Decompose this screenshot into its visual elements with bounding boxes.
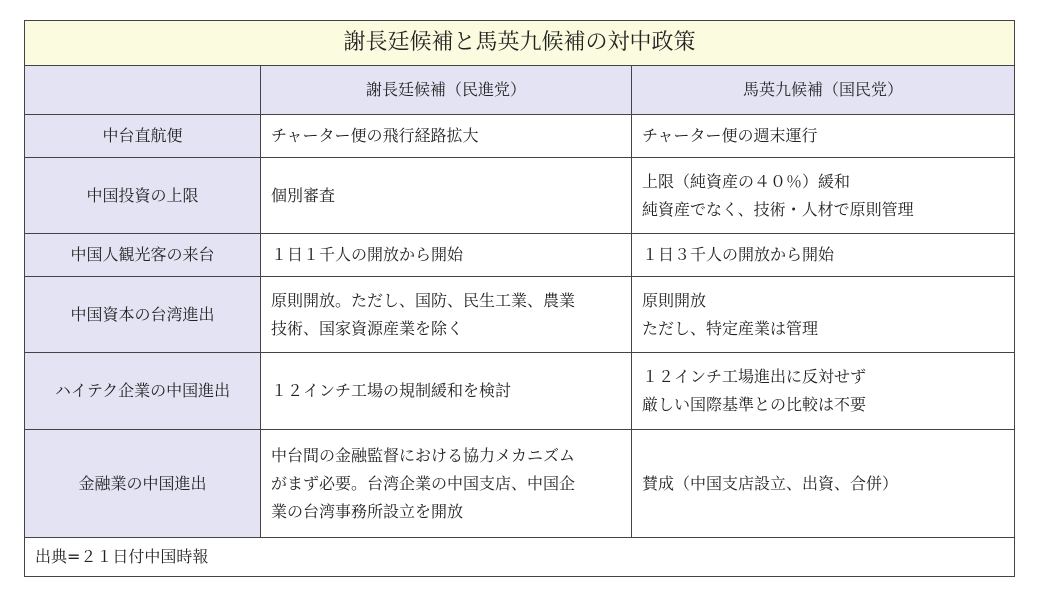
cell-line: 賛成（中国支店設立、出資、合併）	[642, 473, 899, 493]
hsieh-policy-cell	[261, 430, 632, 538]
hsieh-policy-cell	[261, 234, 632, 277]
cell-line: １２インチ工場の規制緩和を検討	[271, 381, 512, 400]
row-label: 中国人観光客の来台	[25, 234, 261, 277]
source-row	[25, 538, 1015, 577]
header-ma: 馬英九候補（国民党）	[632, 66, 1015, 115]
table-title: 謝長廷候補と馬英九候補の対中政策	[25, 21, 1015, 66]
header-hsieh: 謝長廷候補（民進党）	[261, 66, 632, 115]
cell-line: １日１千人の開放から開始	[271, 245, 464, 264]
ma-policy-cell	[632, 115, 1015, 158]
cell-line: 原則開放。ただし、国防、民生工業、農業	[271, 290, 576, 310]
table-row	[25, 430, 1015, 538]
source-note: 出典=２１日付中国時報	[25, 538, 1015, 577]
hsieh-policy-cell	[261, 158, 632, 234]
table-row	[25, 277, 1015, 353]
cell-line: 業の台湾事務所設立を開放	[271, 501, 464, 521]
cell-line: 個別審査	[271, 185, 336, 205]
cell-line: １日３千人の開放から開始	[642, 245, 835, 264]
ma-policy-cell	[632, 277, 1015, 353]
ma-policy-cell	[632, 234, 1015, 277]
table-row	[25, 115, 1015, 158]
cell-line: １２インチ工場進出に反対せず	[642, 367, 867, 386]
ma-policy-cell	[632, 158, 1015, 234]
table-row	[25, 234, 1015, 277]
row-label: 中国投資の上限	[25, 158, 261, 234]
table-row	[25, 158, 1015, 234]
cell-line: 原則開放	[642, 290, 707, 310]
cell-line: チャーター便の週末運行	[642, 126, 818, 145]
row-label: 中台直航便	[25, 115, 261, 158]
cell-line: 上限（純資産の４０％）緩和	[642, 171, 851, 191]
ma-policy-cell	[632, 430, 1015, 538]
row-label: ハイテク企業の中国進出	[25, 353, 261, 430]
header-row	[25, 66, 1015, 115]
hsieh-policy-cell	[261, 277, 632, 353]
title-row	[25, 21, 1015, 66]
ma-policy-cell	[632, 353, 1015, 430]
row-label: 金融業の中国進出	[25, 430, 261, 538]
cell-line: 中台間の金融監督における協力メカニズム	[271, 445, 576, 465]
cell-line: 技術、国家資源産業を除く	[271, 318, 464, 338]
cell-line: がまず必要。台湾企業の中国支店、中国企	[271, 473, 576, 493]
cell-line: 厳しい国際基準との比較は不要	[642, 395, 867, 414]
policy-table-container	[24, 20, 1014, 577]
cell-line: ただし、特定産業は管理	[642, 318, 819, 338]
policy-comparison-table	[24, 20, 1015, 577]
cell-line: 純資産でなく、技術・人材で原則管理	[642, 199, 914, 219]
hsieh-policy-cell	[261, 115, 632, 158]
table-row	[25, 353, 1015, 430]
header-blank-cell	[25, 66, 261, 115]
row-label: 中国資本の台湾進出	[25, 277, 261, 353]
hsieh-policy-cell	[261, 353, 632, 430]
cell-line: チャーター便の飛行経路拡大	[271, 126, 479, 145]
